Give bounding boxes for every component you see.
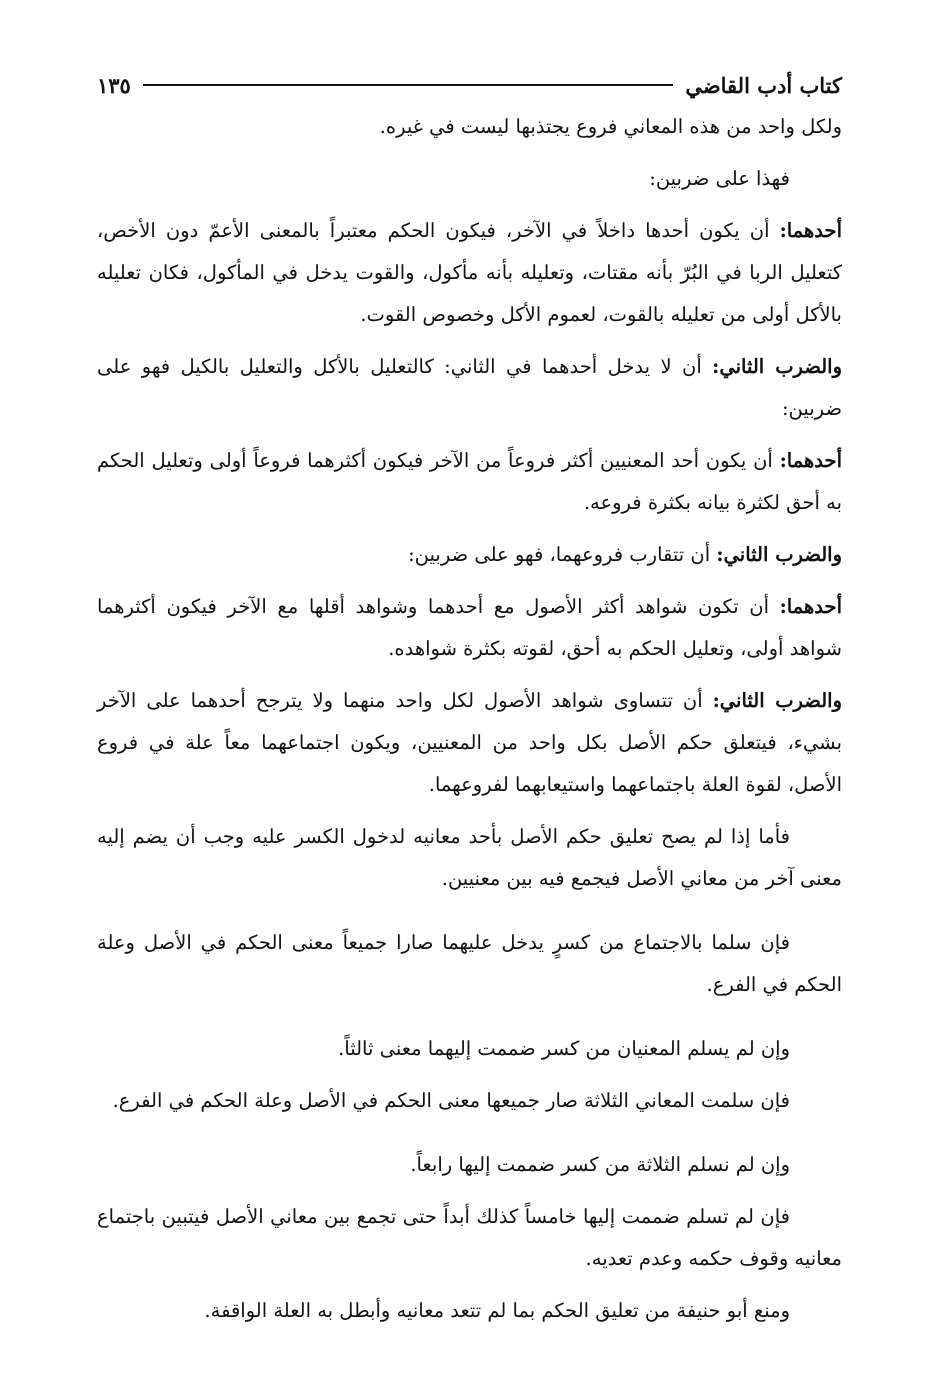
paragraph: أحدهما: أن تكون شواهد أكثر الأصول مع أحدهما وشواهد أقلها مع الآخر فيكون أكثرهما شواهد أولى، وتعليل الحكم به أحق، لقوته بكثرة شواهده.	[97, 595, 842, 660]
body-text	[97, 106, 842, 1332]
book-page	[97, 66, 842, 1332]
paragraph: أحدهما: أن يكون أحد المعنيين أكثر فروعاً من الآخر فيكون أكثرهما فروعاً أولى وتعليل الحكم به أحق لكثرة بيانه بكثرة فروعه.	[97, 449, 842, 514]
paragraph-lead: أحدهما:	[779, 449, 842, 472]
paragraph-lead: أحدهما:	[779, 219, 842, 242]
paragraph: ولكل واحد من هذه المعاني فروع يجتذبها ليست في غيره.	[379, 115, 842, 138]
page-number: ١٣٥	[97, 72, 131, 98]
paragraph: فأما إذا لم يصح تعليق حكم الأصل بأحد معانيه لدخول الكسر عليه وجب أن يضم إليه معنى آخر من معاني الأصل فيجمع فيه بين معنيين.	[97, 825, 842, 890]
paragraph: أحدهما: أن يكون أحدها داخلاً في الآخر، فيكون الحكم معتبراً بالمعنى الأعمّ دون الأخص، كتعليل الربا في البُرّ بأنه مقتات، وتعليله بأنه مأكول، والقوت يدخل في المأكول، فكان تعليله بالأكل أولى من تعليله بالقوت، لعموم الأكل وخصوص القوت.	[97, 219, 842, 326]
paragraph: والضرب الثاني: أن لا يدخل أحدهما في الثاني: كالتعليل بالأكل والتعليل بالكيل فهو على ضربين:	[97, 355, 842, 420]
running-header	[97, 66, 842, 104]
header-rule	[143, 84, 673, 86]
paragraph: والضرب الثاني: أن تتقارب فروعهما، فهو على ضربين:	[408, 543, 842, 566]
paragraph-lead: أحدهما:	[779, 595, 842, 618]
paragraph-lead: والضرب الثاني:	[712, 355, 842, 378]
paragraph: فإن لم تسلم ضممت إليها خامساً كذلك أبداً حتى تجمع بين معاني الأصل فيتبين باجتماع معانيه وقوف حكمه وعدم تعديه.	[97, 1205, 842, 1270]
paragraph: فإن سلما بالاجتماع من كسرٍ يدخل عليهما صارا جميعاً معنى الحكم في الأصل وعلة الحكم في الفرع.	[97, 931, 842, 996]
paragraph-lead: والضرب الثاني:	[712, 689, 842, 712]
running-header-title: كتاب أدب القاضي	[685, 72, 842, 98]
paragraph: فإن سلمت المعاني الثلاثة صار جميعها معنى الحكم في الأصل وعلة الحكم في الفرع.	[112, 1089, 790, 1112]
paragraph: والضرب الثاني: أن تتساوى شواهد الأصول لكل واحد منهما ولا يترجح أحدهما على الآخر بشيء، فيتعلق حكم الأصل بكل واحد من المعنيين، ويكون اجتماعهما معاً علة في فروع الأصل، لقوة العلة باجتماعهما واستيعابهما لفروعهما.	[97, 689, 842, 796]
paragraph: فهذا على ضربين:	[649, 167, 790, 190]
paragraph-lead: والضرب الثاني:	[716, 543, 842, 566]
paragraph: ومنع أبو حنيفة من تعليق الحكم بما لم تتعد معانيه وأبطل به العلة الواقفة.	[204, 1299, 790, 1322]
paragraph: وإن لم يسلم المعنيان من كسر ضممت إليهما معنى ثالثاً.	[338, 1037, 790, 1060]
paragraph: وإن لم نسلم الثلاثة من كسر ضممت إليها رابعاً.	[410, 1153, 790, 1176]
